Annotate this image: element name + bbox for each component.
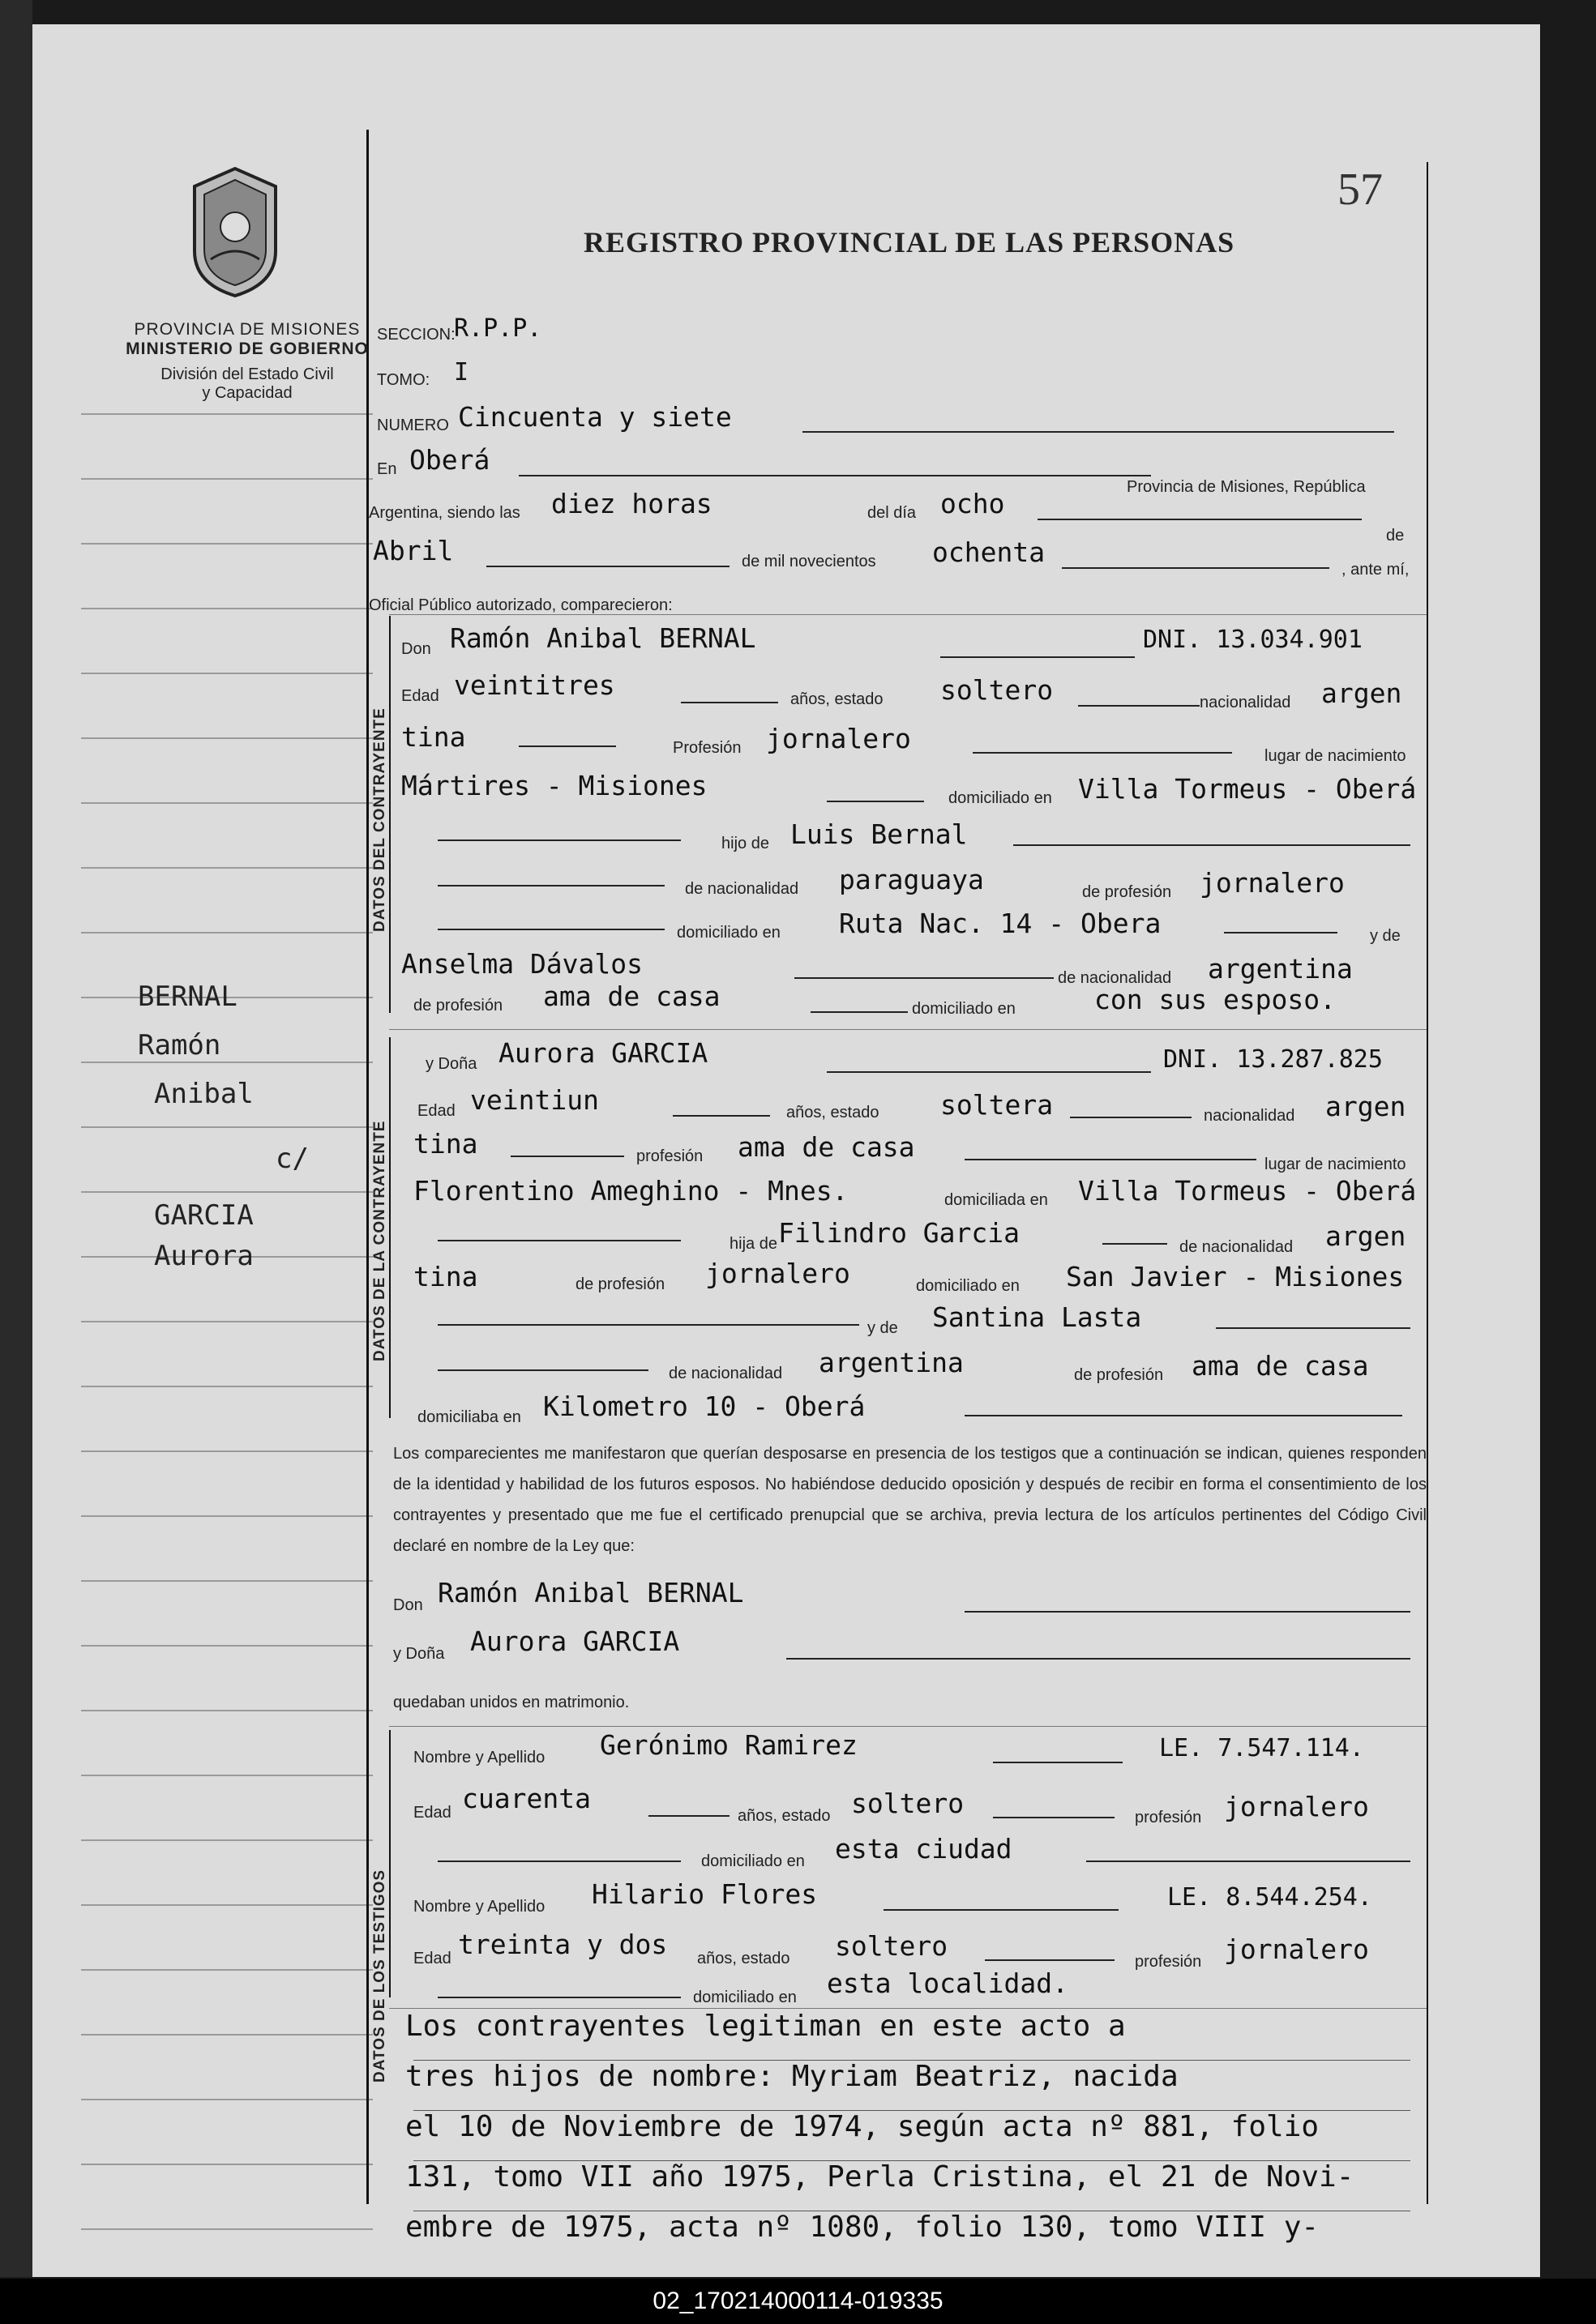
contrayenta-edad: veintiun — [470, 1084, 599, 1116]
y-de-label: y de — [1370, 927, 1401, 945]
contrayente-madre: Anselma Dávalos — [401, 948, 644, 980]
contrayenta-dni: DNI. 13.287.825 — [1163, 1045, 1383, 1074]
madre-nacionalidad-label: de nacionalidad — [1058, 969, 1172, 987]
provincial-seal — [178, 162, 292, 300]
dia-value: ocho — [940, 488, 1005, 519]
t1-edad-label: Edad — [413, 1804, 451, 1822]
contrayenta-madre-nacionalidad: argentina — [819, 1347, 964, 1378]
contrayente-dni: DNI. 13.034.901 — [1143, 626, 1363, 654]
margin-note-name3: Aurora — [154, 1240, 254, 1272]
page-number: 57 — [1337, 164, 1383, 215]
seccion-label: SECCION: — [377, 326, 456, 344]
page-title: REGISTRO PROVINCIAL DE LAS PERSONAS — [584, 226, 1235, 258]
t2-domicilio: esta localidad. — [827, 1967, 1069, 1999]
t2-edad-label: Edad — [413, 1950, 451, 1967]
note-line: Los contrayentes legitiman en este acto a — [405, 2010, 1126, 2043]
declaracion-dona: Aurora GARCIA — [470, 1626, 680, 1657]
de-mil-label: de mil novecientos — [742, 553, 876, 570]
contrayenta-edad-label: Edad — [417, 1102, 456, 1120]
contrayenta-profesion: ama de casa — [738, 1131, 915, 1163]
image-id-footer: 02_170214000114-019335 — [0, 2279, 1596, 2324]
contrayenta-madre-domicilio: Kilometro 10 - Oberá — [543, 1391, 866, 1422]
margin-note-name1: Ramón — [138, 1029, 221, 1062]
contrayente-estado: soltero — [940, 674, 1054, 706]
t1-nombre-label: Nombre y Apellido — [413, 1749, 546, 1766]
contrayente-madre-nacionalidad: argentina — [1208, 953, 1353, 985]
testigos-section-label: DATOS DE LOS TESTIGOS — [371, 1869, 388, 2083]
t1-profesion-label: profesión — [1135, 1809, 1202, 1826]
de-label: de — [1386, 527, 1405, 545]
contrayenta-padre-profesion: jornalero — [705, 1258, 850, 1289]
contrayente-profesion: jornalero — [766, 723, 911, 754]
nacionalidad-label: nacionalidad — [1200, 694, 1291, 711]
contrayenta-estado: soltera — [940, 1089, 1054, 1121]
t2-profesion: jornalero — [1224, 1933, 1369, 1965]
declaracion-dona-label: y Doña — [393, 1645, 445, 1663]
contrayenta-anios-estado-label: años, estado — [786, 1104, 879, 1121]
margin-note-surname: BERNAL — [138, 980, 237, 1013]
note-line: tres hijos de nombre: Myriam Beatriz, nacida — [405, 2060, 1179, 2093]
t2-estado: soltero — [835, 1930, 948, 1962]
de-profesion-label: de profesión — [1082, 883, 1172, 901]
ante-mi-label: , ante mí, — [1341, 561, 1410, 579]
contrayenta-nacionalidad-1: argen — [1325, 1091, 1406, 1122]
t1-estado: soltero — [851, 1788, 965, 1819]
seccion-value: R.P.P. — [454, 314, 542, 343]
contrayente-section-label: DATOS DEL CONTRAYENTE — [371, 707, 388, 932]
contrayente-lugar-nac: Mártires - Misiones — [401, 770, 708, 801]
contrayenta-y-de-label: y de — [867, 1319, 898, 1337]
contrayenta-lugar-nac: Florentino Ameghino - Mnes. — [413, 1175, 849, 1207]
profesion-label: Profesión — [673, 739, 742, 757]
hijo-label: hijo de — [721, 835, 769, 852]
contrayenta-lugar-nac-label: lugar de nacimiento — [1264, 1156, 1406, 1173]
contrayenta-padre-profesion-label: de profesión — [576, 1275, 665, 1293]
contrayente-nombre: Ramón Anibal BERNAL — [450, 622, 756, 654]
t1-domicilio: esta ciudad — [835, 1833, 1012, 1865]
tomo-value: I — [454, 358, 469, 387]
hora-value: diez horas — [551, 488, 712, 519]
t2-domicilio-label: domiciliado en — [693, 1989, 797, 2006]
header-ministry: MINISTERIO DE GOBIERNO — [126, 340, 369, 358]
t2-nombre-label: Nombre y Apellido — [413, 1898, 546, 1916]
t2-doc: LE. 8.544.254. — [1167, 1883, 1372, 1912]
contrayente-padre: Luis Bernal — [790, 818, 968, 850]
declaracion-don-label: Don — [393, 1596, 423, 1614]
oficial-label: Oficial Público autorizado, comparecieron: — [369, 596, 673, 614]
contrayente-padre-profesion: jornalero — [1200, 867, 1345, 899]
margin-note-conjunction: c/ — [276, 1143, 309, 1175]
contrayenta-padre-nacionalidad-1: argen — [1325, 1220, 1406, 1252]
provincia-label: Provincia de Misiones, República — [1127, 478, 1366, 496]
contrayente-madre-profesion: ama de casa — [543, 980, 721, 1012]
contrayenta-madre: Santina Lasta — [932, 1301, 1142, 1333]
document-page — [32, 24, 1540, 2277]
madre-domicilio-label: domiciliado en — [912, 1000, 1016, 1018]
mes-value: Abril — [373, 535, 454, 566]
dona-label: y Doña — [426, 1055, 477, 1073]
del-dia-label: del día — [867, 504, 917, 522]
contrayente-padre-domicilio: Ruta Nac. 14 - Obera — [839, 908, 1162, 939]
contrayente-domicilio: Villa Tormeus - Oberá — [1078, 773, 1417, 805]
domiciliado-label: domiciliado en — [948, 789, 1052, 807]
contrayenta-madre-domicilio-label: domiciliaba en — [417, 1408, 521, 1426]
declaracion-don: Ramón Anibal BERNAL — [438, 1577, 744, 1608]
contrayente-edad: veintitres — [454, 669, 615, 701]
note-line: el 10 de Noviembre de 1974, según acta nº 881, folio — [405, 2110, 1320, 2143]
contrayenta-nacionalidad-2: tina — [413, 1128, 478, 1160]
contrayenta-domicilio: Villa Tormeus - Oberá — [1078, 1175, 1417, 1207]
t1-doc: LE. 7.547.114. — [1159, 1734, 1364, 1762]
t2-edad: treinta y dos — [458, 1929, 668, 1960]
contrayenta-nombre: Aurora GARCIA — [498, 1037, 708, 1069]
lugar-value: Oberá — [409, 444, 490, 476]
contrayente-madre-domicilio: con sus esposo. — [1094, 984, 1337, 1015]
contrayenta-madre-profesion: ama de casa — [1192, 1350, 1369, 1382]
contrayenta-domiciliada-label: domiciliada en — [944, 1191, 1048, 1209]
t2-nombre: Hilario Flores — [592, 1878, 818, 1910]
contrayente-nacionalidad-2: tina — [401, 721, 466, 753]
t1-edad: cuarenta — [462, 1783, 591, 1814]
contrayenta-madre-nacionalidad-label: de nacionalidad — [669, 1365, 783, 1382]
t1-profesion: jornalero — [1224, 1791, 1369, 1822]
t1-nombre: Gerónimo Ramirez — [600, 1729, 858, 1761]
don-label: Don — [401, 640, 431, 658]
contrayenta-bracket — [389, 1037, 391, 1418]
header-division: División del Estado Civil — [160, 365, 334, 383]
numero-label: NUMERO — [377, 417, 449, 434]
contrayenta-nacionalidad-label: nacionalidad — [1204, 1107, 1295, 1125]
contrayenta-profesion-label: profesión — [636, 1147, 704, 1165]
anio-value: ochenta — [932, 536, 1046, 568]
declaration-paragraph: Los comparecientes me manifestaron que querían desposarse en presencia de los testigos que a continuación se indican, quienes responden de la identidad y habilidad de los futuros esposos. No habiéndose deducido oposición y después de recibir en forma el consentimiento de los contrayentes y presentado que me fue el certificado prenupcial que se archiva, previa lectura de los artículos pertinentes del Código Civil declaré en nombre de la Ley que: — [393, 1445, 1427, 1555]
contrayenta-padre-nacionalidad-2: tina — [413, 1261, 478, 1292]
en-label: En — [377, 460, 397, 478]
numero-value: Cincuenta y siete — [458, 401, 732, 433]
tomo-label: TOMO: — [377, 371, 430, 389]
de-nacionalidad-label: de nacionalidad — [685, 880, 799, 898]
contrayenta-section-label: DATOS DE LA CONTRAYENTE — [371, 1120, 388, 1361]
header-capacity: y Capacidad — [202, 384, 293, 402]
contrayenta-padre-nacionalidad-label: de nacionalidad — [1179, 1238, 1294, 1256]
t1-anios-estado-label: años, estado — [738, 1807, 831, 1825]
argentina-label: Argentina, siendo las — [369, 504, 520, 522]
edad-label: Edad — [401, 687, 439, 705]
t2-anios-estado-label: años, estado — [697, 1950, 790, 1967]
contrayenta-padre: Filindro Garcia — [778, 1217, 1020, 1249]
contrayente-bracket — [389, 616, 391, 1013]
contrayente-nacionalidad-1: argen — [1321, 677, 1402, 709]
t1-domicilio-label: domiciliado en — [701, 1852, 805, 1870]
note-line: embre de 1975, acta nº 1080, folio 130, tomo VIII y- — [405, 2211, 1320, 2244]
t2-profesion-label: profesión — [1135, 1953, 1202, 1971]
madre-profesion-label: de profesión — [413, 997, 503, 1015]
header-province: PROVINCIA DE MISIONES — [134, 320, 361, 339]
adjacent-page-edge — [0, 0, 32, 2277]
padre-domicilio-label: domiciliado en — [677, 924, 781, 942]
contrayenta-padre-domicilio: San Javier - Misiones — [1066, 1261, 1405, 1292]
testigos-bracket — [389, 1730, 391, 1997]
right-border — [1427, 162, 1428, 2204]
margin-note-name2: Anibal — [154, 1078, 254, 1110]
lugar-nac-label: lugar de nacimiento — [1264, 747, 1406, 765]
contrayente-padre-nacionalidad: paraguaya — [839, 864, 984, 895]
margin-note-surname2: GARCIA — [154, 1199, 254, 1232]
note-line: 131, tomo VII año 1975, Perla Cristina, el 21 de Novi- — [405, 2160, 1354, 2194]
contrayenta-madre-profesion-label: de profesión — [1074, 1366, 1164, 1384]
contrayenta-padre-domicilio-label: domiciliado en — [916, 1277, 1020, 1295]
column-divider — [366, 130, 369, 2204]
quedaban-label: quedaban unidos en matrimonio. — [393, 1694, 630, 1711]
hija-label: hija de — [730, 1235, 777, 1253]
anios-estado-label: años, estado — [790, 690, 884, 708]
legitimation-notes — [405, 2001, 1402, 2253]
ministry-header — [105, 320, 389, 403]
